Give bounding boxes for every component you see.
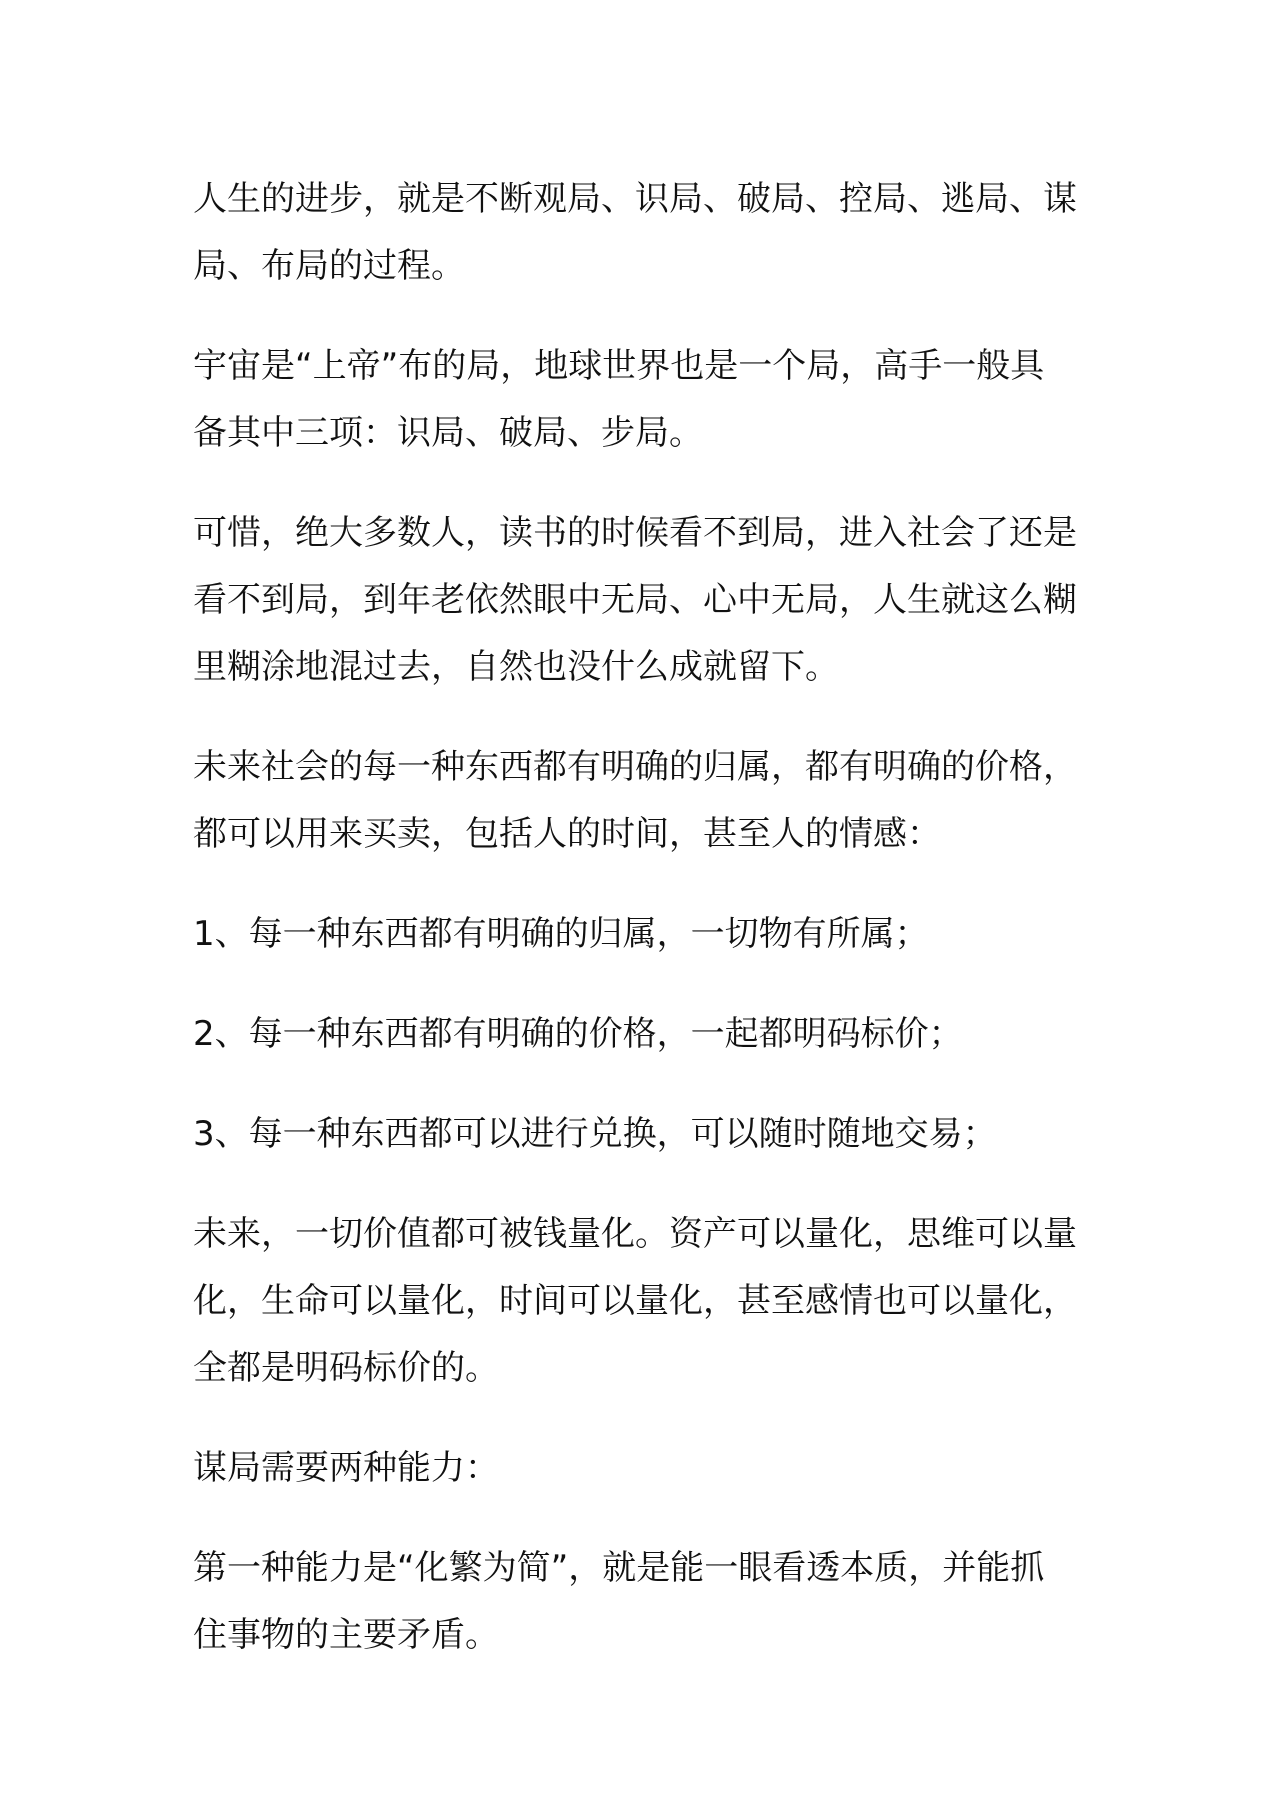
paragraph — [193, 1535, 1093, 1669]
paragraph — [193, 901, 1093, 968]
paragraph-line: 都可以用来买卖，包括人的时间，甚至人的情感： — [193, 814, 941, 854]
paragraph-line: 化，生命可以量化，时间可以量化，甚至感情也可以量化， — [193, 1281, 1077, 1321]
paragraph-line: 备其中三项：识局、破局、步局。 — [193, 413, 703, 453]
paragraph-line: 3、每一种东西都可以进行兑换，可以随时随地交易； — [193, 1114, 997, 1154]
paragraph-line: 人生的进步，就是不断观局、识局、破局、控局、逃局、谋 — [193, 179, 1077, 219]
paragraph — [193, 1001, 1093, 1068]
paragraph — [193, 1101, 1093, 1168]
paragraph — [193, 500, 1093, 701]
paragraph-line: 未来社会的每一种东西都有明确的归属，都有明确的价格， — [193, 747, 1077, 787]
paragraph-line: 可惜，绝大多数人，读书的时候看不到局，进入社会了还是 — [193, 513, 1077, 553]
document-body — [193, 166, 1093, 1702]
paragraph-line: 谋局需要两种能力： — [193, 1448, 499, 1488]
paragraph-line: 全都是明码标价的。 — [193, 1348, 499, 1388]
paragraph — [193, 1435, 1093, 1502]
paragraph — [193, 166, 1093, 300]
paragraph-line: 未来，一切价值都可被钱量化。资产可以量化，思维可以量 — [193, 1214, 1077, 1254]
paragraph — [193, 734, 1093, 868]
paragraph-line: 1、每一种东西都有明确的归属，一切物有所属； — [193, 914, 929, 954]
paragraph — [193, 333, 1093, 467]
paragraph-line: 局、布局的过程。 — [193, 246, 465, 286]
paragraph-line: 宇宙是“上帝”布的局，地球世界也是一个局，高手一般具 — [193, 346, 1045, 386]
paragraph-line: 住事物的主要矛盾。 — [193, 1615, 499, 1655]
paragraph-line: 2、每一种东西都有明确的价格，一起都明码标价； — [193, 1014, 963, 1054]
paragraph — [193, 1201, 1093, 1402]
paragraph-line: 看不到局，到年老依然眼中无局、心中无局，人生就这么糊 — [193, 580, 1077, 620]
paragraph-line: 里糊涂地混过去，自然也没什么成就留下。 — [193, 647, 839, 687]
paragraph-line: 第一种能力是“化繁为简”，就是能一眼看透本质，并能抓 — [193, 1548, 1045, 1588]
